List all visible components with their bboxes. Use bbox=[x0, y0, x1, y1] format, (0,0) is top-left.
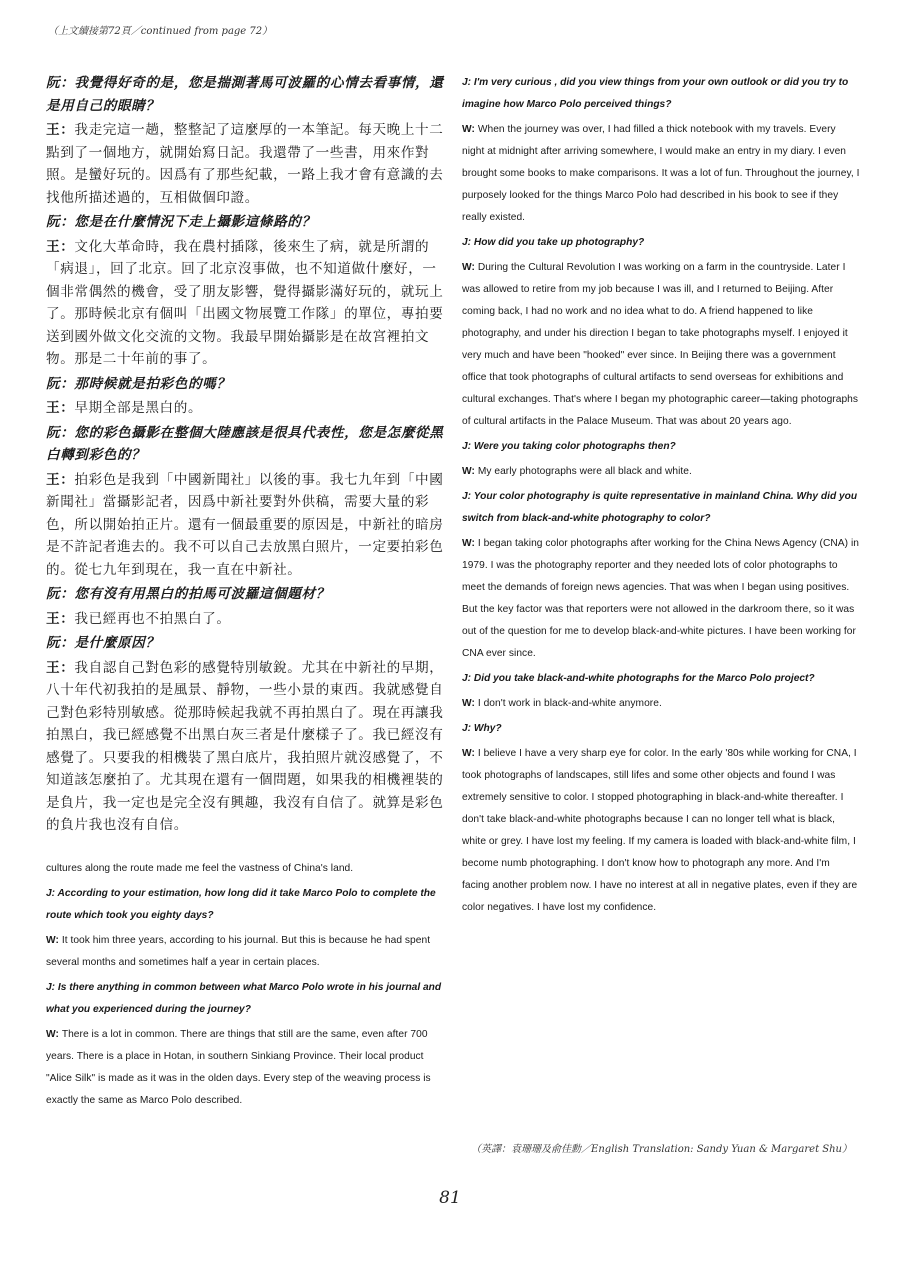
speaker-label: 王： bbox=[46, 400, 75, 416]
speaker-label: J: bbox=[462, 723, 474, 734]
interview-question bbox=[46, 72, 448, 117]
interview-question bbox=[462, 668, 860, 690]
paragraph-text: 我覺得好奇的是，您是揣測著馬可波羅的心情去看事情，還是用自己的眼睛？ bbox=[46, 75, 444, 114]
interview-question bbox=[46, 373, 448, 396]
interview-question bbox=[462, 436, 860, 458]
interview-answer bbox=[462, 743, 860, 919]
speaker-label: J: bbox=[46, 982, 58, 993]
speaker-label: 阮： bbox=[46, 635, 75, 651]
paragraph-text: 是什麼原因？ bbox=[74, 635, 160, 651]
paragraph-text: 文化大革命時，我在農村插隊，後來生了病，就是所謂的「病退」，回了北京。回了北京沒事做，也不知道做什麼好，一個非常偶然的機會，受了朋友影響，覺得攝影滿好玩的，就玩上了。那時候北京有個叫「出國文物展覽工作隊」的單位，專拍要送到國外做文化交流的文物。我最早開始攝影是在故宮裡拍文物。那是二十年前的事了。 bbox=[46, 238, 444, 367]
speaker-label: J: bbox=[462, 237, 474, 248]
interview-answer bbox=[46, 657, 448, 837]
paragraph-text: 我自認自己對色彩的感覺特別敏銳。尤其在中新社的早期，八十年代初我拍的是風景、靜物，一些小景的東西。我就感覺自己對色彩特別敏感。從那時候起我就不再拍黑白了。現在再讓我拍黑白，我已經感覺不出黑白灰三者是什麼樣子了。我已經沒有感覺了。只要我的相機裝了黑白底片，我拍照片就沒感覺了，不知道該怎麼拍了。尤其現在還有一個問題，如果我的相機裡裝的是負片，我一定也是完全沒有興趣，我沒有自信了。就算是彩色的負片我也沒有自信。 bbox=[46, 659, 444, 833]
speaker-label: 王： bbox=[46, 659, 75, 676]
speaker-label: J: bbox=[462, 77, 474, 88]
interview-answer bbox=[462, 119, 860, 229]
interview-question bbox=[462, 232, 860, 254]
speaker-label: W: bbox=[462, 262, 478, 273]
speaker-label: J: bbox=[46, 888, 58, 899]
speaker-label: W: bbox=[462, 466, 478, 477]
speaker-label: W: bbox=[46, 935, 62, 946]
paragraph-text: I don't work in black-and-white anymore. bbox=[477, 698, 662, 709]
interview-answer bbox=[462, 533, 860, 665]
speaker-label: 阮： bbox=[46, 375, 75, 392]
speaker-label: W: bbox=[462, 698, 478, 709]
english-interview-column-right bbox=[462, 72, 860, 922]
paragraph-text: When the journey was over, I had filled a thick notebook with my travels. Every night at midnight after arriving somewhere, I would make an entry in my diary. I even brought some books to make comparisons. It was a lot of fun. Throughout the journey, I purposely looked for the things Marco Polo had described in his book to see if they really existed. bbox=[462, 124, 860, 223]
paragraph-text: 那時候就是拍彩色的嗎？ bbox=[74, 375, 231, 392]
interview-answer bbox=[46, 1024, 448, 1112]
paragraph-text: Why? bbox=[473, 723, 502, 734]
interview-question bbox=[46, 422, 448, 467]
continuation-note: （上文續接第72頁／continued from page 72） bbox=[48, 26, 273, 37]
chinese-interview-column bbox=[46, 72, 448, 839]
english-interview-column-left bbox=[46, 858, 448, 1115]
paragraph-text: I'm very curious , did you view things from your own outlook or did you try to imagine how Marco Polo perceived things? bbox=[462, 77, 849, 110]
speaker-label: W: bbox=[462, 538, 478, 549]
paragraph-text: I began taking color photographs after working for the China News Agency (CNA) in 1979. I was the photography reporter and they needed lots of color photographs to meet the demands of foreign news agencies. That was when I began using positives. But the key factor was that reporters were not allowed in the darkroom there, so it was out of the question for me to develop black-and-white pictures. I have been working for CNA ever since. bbox=[462, 538, 859, 659]
interview-question bbox=[46, 883, 448, 927]
interview-question bbox=[462, 72, 860, 116]
speaker-label: J: bbox=[462, 491, 474, 502]
interview-question bbox=[46, 583, 448, 606]
speaker-label: 阮： bbox=[46, 214, 75, 230]
paragraph-text: 早期全部是黑白的。 bbox=[74, 400, 203, 416]
speaker-label: 阮： bbox=[46, 75, 75, 91]
paragraph-text: 您有沒有用黑白的拍馬可波羅這個題材？ bbox=[74, 586, 330, 602]
interview-answer bbox=[462, 693, 860, 715]
interview-question bbox=[46, 211, 448, 234]
interview-answer bbox=[46, 119, 448, 209]
speaker-label: W: bbox=[46, 1029, 62, 1040]
speaker-label: J: bbox=[462, 441, 474, 452]
speaker-label: 王： bbox=[46, 471, 75, 488]
interview-question bbox=[462, 486, 860, 530]
paragraph-text: cultures along the route made me feel the vastness of China's land. bbox=[46, 863, 354, 874]
paragraph-text: 您的彩色攝影在整個大陸應該是很具代表性，您是怎麼從黑白轉到彩色的？ bbox=[46, 424, 444, 463]
interview-answer bbox=[462, 257, 860, 433]
paragraph-text: 我已經再也不拍黑白了。 bbox=[74, 610, 231, 627]
interview-answer bbox=[462, 461, 860, 483]
paragraph-text: During the Cultural Revolution I was working on a farm in the countryside. Later I was allowed to retire from my job because I was ill, and I returned to Beijing. After coming back, I had no work and no idea what to do. A friend happened to like photography, and under his direction I began to take photographs myself. I enjoyed it very much and have been "hooked" ever since. In Beijing there was a government office that took photographs of cultural artifacts to send overseas for exhibitions and cultural exchanges. That's where I began my photographic career—taking photographs of cultural artifacts in the Palace Museum. That was about 20 years ago. bbox=[462, 262, 859, 427]
speaker-label: W: bbox=[462, 124, 478, 135]
translation-credit: （英譯：袁珊珊及俞佳勳／English Translation: Sandy Yuan & Margaret Shu） bbox=[471, 1144, 852, 1155]
paragraph-text: 拍彩色是我到「中國新聞社」以後的事。我七九年到「中國新聞社」當攝影記者，因爲中新社要對外供稿，需要大量的彩色，所以開始拍正片。還有一個最重要的原因是，中新社的暗房是不許記者進去的。我不可以自己去放黑白照片，一定要拍彩色的。從七九年到現在，我一直在中新社。 bbox=[46, 471, 444, 578]
interview-answer bbox=[46, 469, 448, 582]
paragraph-text: How did you take up photography? bbox=[473, 237, 645, 248]
paragraph-text: 您是在什麼情況下走上攝影這條路的？ bbox=[74, 214, 316, 230]
paragraph-text: Did you take black-and-white photographs for the Marco Polo project? bbox=[473, 673, 815, 684]
interview-answer bbox=[46, 858, 448, 880]
interview-answer bbox=[46, 236, 448, 371]
paragraph-text: Were you taking color photographs then? bbox=[473, 441, 676, 452]
interview-answer bbox=[46, 397, 448, 420]
speaker-label: 阮： bbox=[46, 586, 75, 602]
page-number: 81 bbox=[439, 1188, 461, 1208]
speaker-label: J: bbox=[462, 673, 474, 684]
paragraph-text: It took him three years, according to his journal. But this is because he had spent several months and sometimes half a year in certain places. bbox=[46, 935, 431, 968]
speaker-label: 王： bbox=[46, 610, 75, 627]
paragraph-text: There is a lot in common. There are things that still are the same, even after 700 years. There is a place in Hotan, in southern Sinkiang Province. Their local product "Alice Silk" is made as it was in the olden days. Every step of the weaving process is exactly the same as Marco Polo described. bbox=[46, 1029, 431, 1106]
interview-question bbox=[46, 632, 448, 655]
speaker-label: 王： bbox=[46, 238, 75, 255]
paragraph-text: According to your estimation, how long did it take Marco Polo to complete the route which took you eighty days? bbox=[46, 888, 436, 921]
interview-question bbox=[462, 718, 860, 740]
speaker-label: W: bbox=[462, 748, 478, 759]
paragraph-text: Is there anything in common between what Marco Polo wrote in his journal and what you experienced during the journey? bbox=[46, 982, 442, 1015]
paragraph-text: I believe I have a very sharp eye for color. In the early '80s while working for CNA, I took photographs of landscapes, still lifes and some other objects and found I was extremely sensitive to color. I stopped photographing in black-and-white thereafter. I don't take black-and-white photographs because I can no longer tell what is black, white or grey. I have lost my feeling. If my camera is loaded with black-and-white film, I become numb photographing. I don't know how to photograph any more. And I'm facing another problem now. I have no interest at all in negative plates, even if they are color negatives. I have lost my confidence. bbox=[462, 748, 858, 913]
paragraph-text: Your color photography is quite representative in mainland China. Why did you switch from black-and-white photography to color? bbox=[462, 491, 858, 524]
interview-answer bbox=[46, 608, 448, 631]
speaker-label: 阮： bbox=[46, 424, 75, 441]
interview-answer bbox=[46, 930, 448, 974]
interview-question bbox=[46, 977, 448, 1021]
paragraph-text: 我走完這一趟，整整記了這麼厚的一本筆記。每天晚上十二點到了一個地方，就開始寫日記。我還帶了一些書，用來作對照。是蠻好玩的。因爲有了那些紀載，一路上我才會有意識的去找他所描述過的，互相做個印證。 bbox=[46, 122, 444, 206]
paragraph-text: My early photographs were all black and white. bbox=[477, 466, 692, 477]
speaker-label: 王： bbox=[46, 122, 75, 138]
